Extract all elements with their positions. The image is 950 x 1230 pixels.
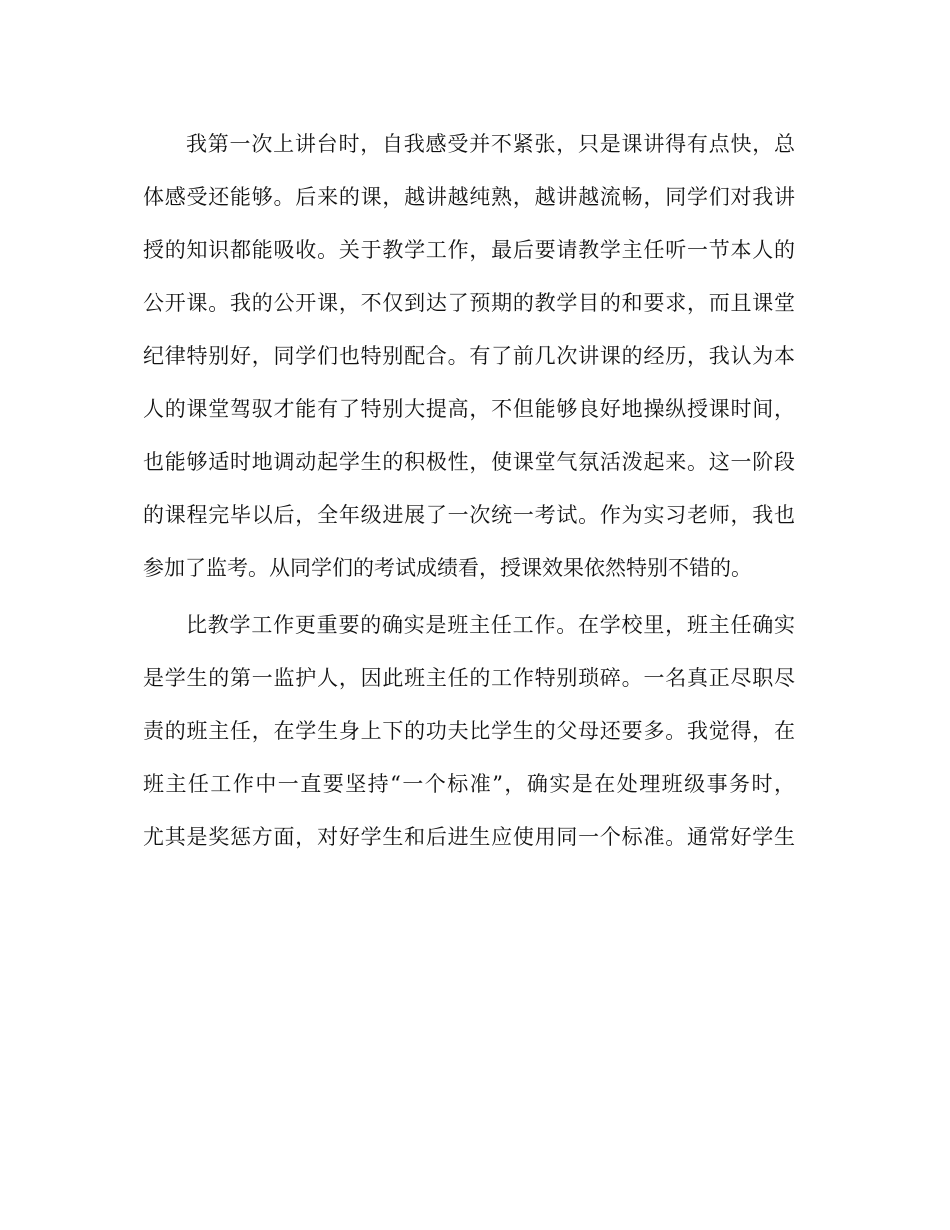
paragraph-line: 尤其是奖惩方面，对好学生和后进生应使用同一个标准。通常好学生 [143, 825, 795, 849]
paragraph-line: 体感受还能够。后来的课，越讲越纯熟，越讲越流畅，同学们对我讲 [143, 185, 795, 209]
paragraph-line: 的课程完毕以后，全年级进展了一次统一考试。作为实习老师，我也 [143, 503, 795, 527]
paragraph-line: 公开课。我的公开课，不仅到达了预期的教学目的和要求，而且课堂 [143, 291, 795, 315]
paragraph-2 [143, 599, 795, 864]
paragraph-line: 人的课堂驾驭才能有了特别大提高，不但能够良好地操纵授课时间， [143, 397, 795, 421]
paragraph-line: 授的知识都能吸收。关于教学工作，最后要请教学主任听一节本人的 [143, 238, 795, 262]
paragraph-line: 参加了监考。从同学们的考试成绩看，授课效果依然特别不错的。 [143, 556, 752, 580]
paragraph-1 [143, 118, 795, 595]
paragraph-line: 责的班主任，在学生身上下的功夫比学生的父母还要多。我觉得，在 [143, 719, 795, 743]
paragraph-line: 比教学工作更重要的确实是班主任工作。在学校里，班主任确实 [186, 613, 795, 637]
paragraph-line: 我第一次上讲台时，自我感受并不紧张，只是课讲得有点快，总 [186, 132, 795, 156]
paragraph-line: 班主任工作中一直要坚持“一个标准”，确实是在处理班级事务时， [143, 772, 795, 796]
paragraph-line: 纪律特别好，同学们也特别配合。有了前几次讲课的经历，我认为本 [143, 344, 795, 368]
paragraph-line: 也能够适时地调动起学生的积极性，使课堂气氛活泼起来。这一阶段 [143, 450, 795, 474]
document-body [143, 118, 795, 864]
paragraph-line: 是学生的第一监护人，因此班主任的工作特别琐碎。一名真正尽职尽 [143, 666, 795, 690]
